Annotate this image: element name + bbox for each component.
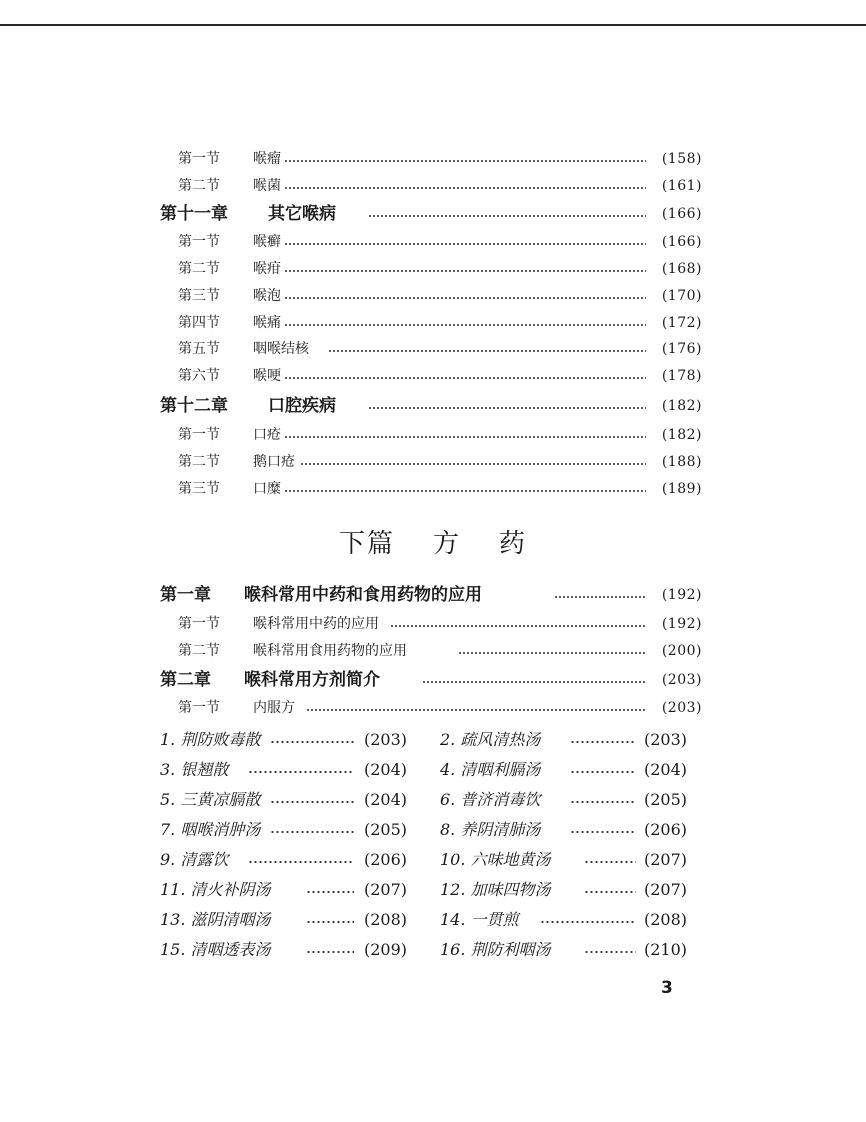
leader-dots [284,187,646,189]
formula-name[interactable]: 16. 荆防利咽汤 [440,940,551,959]
leader-dots [390,625,646,627]
formula-name[interactable]: 1. 荆防败毒散 [160,730,261,749]
toc-entry[interactable] [0,336,866,362]
leader-dots [458,652,646,654]
formula-row [0,725,866,755]
chapter-title: 喉科常用方剂简介 [244,670,380,690]
leader-dots [584,951,636,953]
entry-page: (161) [661,178,702,194]
leader-dots [306,951,354,953]
formula-name[interactable]: 11. 清火补阴汤 [160,880,271,899]
formula-row [0,935,866,965]
toc-entry[interactable] [0,611,866,637]
leader-dots [540,921,636,923]
entry-title: 鹅口疮 [253,454,295,470]
entry-page: (170) [661,288,702,304]
formula-name[interactable]: 12. 加味四物汤 [440,880,551,899]
leader-dots [368,407,646,409]
entry-page: (192) [661,616,702,632]
entry-page: (182) [661,427,702,443]
leader-dots [570,771,636,773]
formula-page: (203) [644,730,688,749]
entry-title: 咽喉结核 [253,341,309,357]
formula-page: (205) [364,820,408,839]
formula-page: (207) [644,880,688,899]
chapter-label: 第十二章 [160,396,228,416]
entry-label: 第二节 [178,454,220,470]
formula-name[interactable]: 14. 一贯煎 [440,910,519,929]
part-heading [0,524,866,564]
entry-page: (192) [661,587,702,603]
toc-entry[interactable] [0,256,866,282]
toc-chapter[interactable] [0,582,866,608]
entry-title: 喉科常用中药的应用 [253,616,379,632]
leader-dots [306,709,646,711]
entry-label: 第三节 [178,481,220,497]
toc-entry[interactable] [0,363,866,389]
toc-chapter[interactable] [0,393,866,419]
entry-title: 喉科常用食用药物的应用 [253,643,407,659]
part-heading-c: 药 [499,529,528,559]
formula-name[interactable]: 2. 疏风清热汤 [440,730,541,749]
formula-page: (208) [364,910,408,929]
entry-title: 喉泡 [253,288,281,304]
leader-dots [284,297,646,299]
leader-dots [284,243,646,245]
toc-chapter[interactable] [0,667,866,693]
formula-row [0,845,866,875]
entry-page: (203) [661,672,702,688]
entry-label: 第二节 [178,643,220,659]
entry-page: (178) [661,368,702,384]
entry-page: (182) [661,398,702,414]
entry-label: 第二节 [178,261,220,277]
entry-title: 口糜 [253,481,281,497]
formula-page: (210) [644,940,688,959]
leader-dots [584,891,636,893]
formula-row [0,905,866,935]
entry-label: 第一节 [178,427,220,443]
toc-entry[interactable] [0,229,866,255]
entry-page: (168) [661,261,702,277]
chapter-label: 第二章 [160,670,211,690]
chapter-title: 其它喉病 [268,204,336,224]
entry-title: 喉癣 [253,234,281,250]
entry-title: 喉疳 [253,261,281,277]
formula-name[interactable]: 15. 清咽透表汤 [160,940,271,959]
formula-page: (206) [364,850,408,869]
leader-dots [570,741,636,743]
part-heading-a: 下篇 [338,529,395,559]
formula-name[interactable]: 13. 滋阴清咽汤 [160,910,271,929]
toc-entry[interactable] [0,695,866,721]
leader-dots [284,270,646,272]
leader-dots [306,891,354,893]
entry-label: 第一节 [178,700,220,716]
formula-page: (204) [644,760,688,779]
entry-label: 第四节 [178,315,220,331]
entry-title: 喉菌 [253,178,281,194]
toc-entry[interactable] [0,449,866,475]
leader-dots [554,596,646,598]
formula-name[interactable]: 3. 银翘散 [160,760,229,779]
leader-dots [270,801,354,803]
entry-title: 喉哽 [253,368,281,384]
leader-dots [270,741,354,743]
formula-name[interactable]: 5. 三黄凉膈散 [160,790,261,809]
entry-page: (158) [661,151,702,167]
entry-page: (188) [661,454,702,470]
leader-dots [248,771,354,773]
entry-label: 第二节 [178,178,220,194]
leader-dots [306,921,354,923]
leader-dots [284,436,646,438]
entry-page: (189) [661,481,702,497]
entry-page: (166) [661,206,702,222]
toc-entry[interactable] [0,310,866,336]
formula-page: (206) [644,820,688,839]
toc-entry[interactable] [0,283,866,309]
formula-page: (205) [644,790,688,809]
toc-entry[interactable] [0,173,866,199]
entry-label: 第一节 [178,151,220,167]
leader-dots [270,831,354,833]
entry-title: 喉瘤 [253,151,281,167]
formula-page: (207) [364,880,408,899]
header-rule [0,24,866,26]
leader-dots [570,831,636,833]
formula-name[interactable]: 10. 六味地黄汤 [440,850,551,869]
entry-page: (172) [661,315,702,331]
formula-row [0,815,866,845]
part-heading-b: 方 [432,529,461,559]
formula-name[interactable]: 4. 清咽利膈汤 [440,760,541,779]
toc-entry[interactable] [0,638,866,664]
formula-page: (203) [364,730,408,749]
toc-chapter[interactable] [0,201,866,227]
chapter-label: 第一章 [160,585,211,605]
formula-page: (204) [364,760,408,779]
leader-dots [422,681,646,683]
entry-label: 第一节 [178,616,220,632]
leader-dots [284,377,646,379]
entry-label: 第三节 [178,288,220,304]
entry-title: 内服方 [253,700,295,716]
formula-name[interactable]: 7. 咽喉消肿汤 [160,820,261,839]
entry-label: 第五节 [178,341,220,357]
toc-entry[interactable] [0,422,866,448]
toc-entry[interactable] [0,476,866,502]
leader-dots [284,490,646,492]
leader-dots [570,801,636,803]
entry-page: (200) [661,643,702,659]
formula-row [0,755,866,785]
toc-entry[interactable] [0,146,866,172]
leader-dots [584,861,636,863]
formula-row [0,875,866,905]
formula-row [0,785,866,815]
page-number: 3 [661,978,673,998]
entry-title: 口疮 [253,427,281,443]
entry-page: (203) [661,700,702,716]
formula-name[interactable]: 6. 普济消毒饮 [440,790,541,809]
leader-dots [284,324,646,326]
entry-page: (166) [661,234,702,250]
entry-title: 喉痛 [253,315,281,331]
entry-page: (176) [661,341,702,357]
entry-label: 第六节 [178,368,220,384]
formula-page: (204) [364,790,408,809]
formula-name[interactable]: 9. 清露饮 [160,850,229,869]
leader-dots [300,463,646,465]
entry-label: 第一节 [178,234,220,250]
chapter-label: 第十一章 [160,204,228,224]
leader-dots [368,215,646,217]
leader-dots [328,350,646,352]
formula-name[interactable]: 8. 养阴清肺汤 [440,820,541,839]
chapter-title: 喉科常用中药和食用药物的应用 [244,585,482,605]
formula-page: (209) [364,940,408,959]
formula-page: (207) [644,850,688,869]
chapter-title: 口腔疾病 [268,396,336,416]
leader-dots [248,861,354,863]
leader-dots [284,160,646,162]
formula-page: (208) [644,910,688,929]
